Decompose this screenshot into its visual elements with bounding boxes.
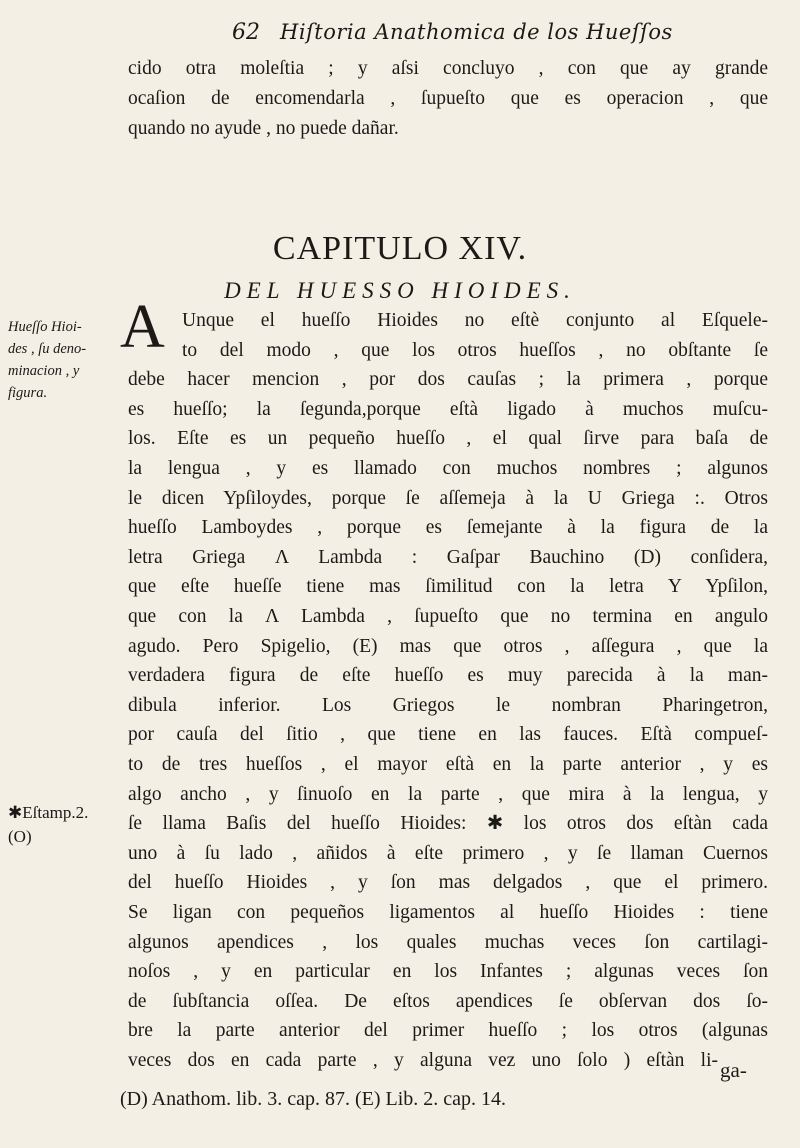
text-line: es hueſſo; la ſegunda,porque eſtà ligado à muchos muſcu- [128,398,768,420]
text-line: ocaſion de encomendarla , ſupueſto que es operacion , que [128,88,768,109]
text-line: to de tres hueſſos , el mayor eſtà en la parte anterior , y es [128,754,768,775]
margin-note-line: des , ſu deno- [8,341,87,357]
text-line: algo ancho , y ſinuoſo en la parte , que mira à la lengua, y [128,783,768,805]
text-line: que con la Λ Lambda , ſupueſto que no termina en angulo [128,606,768,627]
text-line: agudo. Pero Spigelio, (E) mas que otros , aſſegura , que la [128,635,768,657]
text-line: le dicen Ypſiloydes, porque ſe aſſemeja à la U Griega :. Otros [128,487,768,509]
text-line: hueſſo Lamboydes , porque es ſemejante à la figura de la [128,517,768,539]
text-line: uno à ſu lado , añidos à eſte primero , y ſe llaman Cuernos [128,842,768,864]
text-line: Se ligan con pequeños ligamentos al hueſſo Hioides : tiene [128,902,768,923]
page-number: 62 [232,20,260,45]
plate-reference-line: ✱Eſtamp.2. [8,803,89,822]
text-line: de ſubſtancia oſſea. De eſtos apendices ſe obſervan dos ſo- [128,990,768,1012]
margin-note-line: minacion , y [8,363,80,379]
text-line: quando no ayude , no puede dañar. [128,118,399,139]
margin-note-line: Hueſſo Hioi- [8,319,82,335]
page-header [0,20,800,50]
text-line: algunos apendices , los quales muchas veces ſon cartilagi- [128,931,768,953]
text-line: del hueſſo Hioides , y ſon mas delgados , que el primero. [128,872,768,894]
chapter-subtitle: DEL HUESSO HIOIDES. [224,278,576,303]
chapter-title: CAPITULO XIV. [272,230,528,267]
text-line: veces dos en cada parte , y alguna vez uno ſolo ) eſtàn li- [128,1050,718,1071]
text-line: bre la parte anterior del primer hueſſo ; los otros (algunas [128,1020,768,1042]
catchword: ga- [720,1058,747,1082]
text-line: verdadera figura de eſte hueſſo es muy parecida à la man- [128,665,768,687]
plate-reference-line: (O) [8,827,32,846]
text-line: dibula inferior. Los Griegos le nombran Pharingetron, [128,694,768,716]
text-line: debe hacer mencion , por dos cauſas ; la primera , porque [128,369,768,391]
text-line: los. Eſte es un pequeño hueſſo , el qual ſirve para baſa de [128,428,768,450]
text-line: ſe llama Baſis del hueſſo Hioides: ✱ los otros dos eſtàn cada [128,813,768,835]
drop-capital: A [120,293,165,361]
text-line: que eſte hueſſe tiene mas ſimilitud con la letra Y Ypſilon, [128,576,768,598]
text-line: por cauſa del ſitio , que tiene en las fauces. Eſtà compueſ- [128,724,768,746]
text-line: to del modo , que los otros hueſſos , no obſtante ſe [182,339,768,361]
text-line: noſos , y en particular en los Infantes ; algunas veces ſon [128,961,768,983]
text-line: letra Griega Λ Lambda : Gaſpar Bauchino (D) conſidera, [128,546,768,568]
margin-note-line: figura. [8,385,48,401]
text-line: Unque el hueſſo Hioides no eſtè conjunto al Eſquele- [182,310,768,331]
footnote: (D) Anathom. lib. 3. cap. 87. (E) Lib. 2. cap. 14. [120,1088,507,1110]
running-title: Hiſtoria Anathomica de los Hueſſos [280,20,673,44]
text-line: cido otra moleſtia ; y aſsi concluyo , con que ay grande [128,58,768,79]
text-line: la lengua , y es llamado con muchos nombres ; algunos [128,458,768,479]
